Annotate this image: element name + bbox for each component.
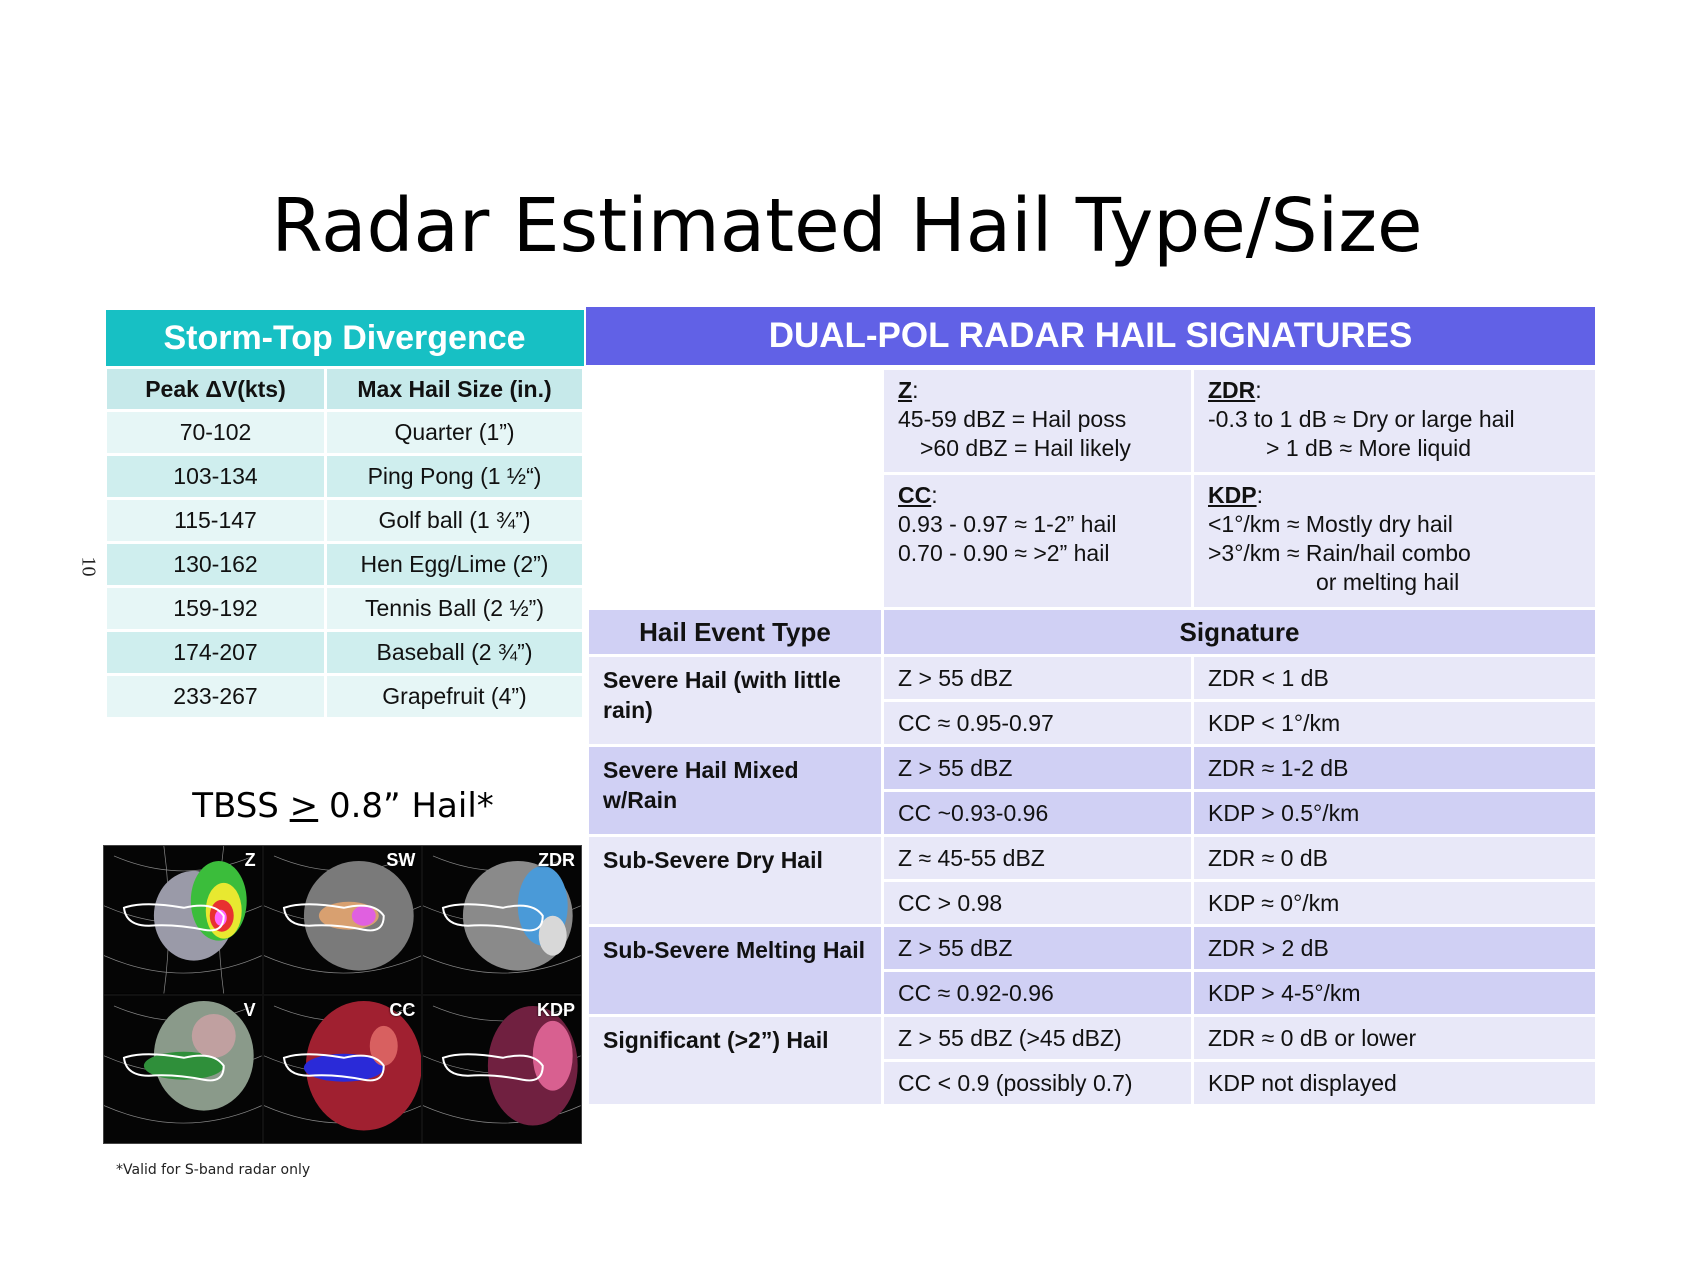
zdr-value: ZDR ≈ 1-2 dB bbox=[1193, 746, 1597, 791]
z-value: Z ≈ 45-55 dBZ bbox=[883, 836, 1193, 881]
z-label: Z bbox=[898, 377, 913, 403]
peak-dv-cell: 103-134 bbox=[106, 455, 326, 499]
tbss-title-pre: TBSS bbox=[192, 786, 290, 826]
cc-value: CC < 0.9 (possibly 0.7) bbox=[883, 1061, 1193, 1106]
dualpol-table bbox=[586, 367, 1598, 1107]
tbss-title-ge: > bbox=[289, 786, 319, 826]
event-name: Sub-Severe Melting Hail bbox=[588, 926, 883, 1016]
panel-label-cc: CC bbox=[389, 999, 416, 1020]
divergence-title: Storm-Top Divergence bbox=[106, 310, 584, 368]
divergence-table bbox=[104, 310, 585, 720]
radar-panel-cc bbox=[264, 996, 422, 1144]
event-name: Significant (>2”) Hail bbox=[588, 1016, 883, 1106]
peak-dv-cell: 159-192 bbox=[106, 587, 326, 631]
zdr-value: ZDR > 2 dB bbox=[1193, 926, 1597, 971]
radar-panel-z bbox=[104, 846, 262, 994]
panel-label-zdr: ZDR bbox=[538, 850, 575, 870]
radar-panel-sw bbox=[264, 846, 422, 994]
z-value: Z > 55 dBZ bbox=[883, 746, 1193, 791]
cc-line2: 0.70 - 0.90 ≈ >2” hail bbox=[898, 540, 1110, 566]
slide-title: Radar Estimated Hail Type/Size bbox=[271, 183, 1423, 269]
zdr-value: ZDR < 1 dB bbox=[1193, 656, 1597, 701]
z-value: Z > 55 dBZ (>45 dBZ) bbox=[883, 1016, 1193, 1061]
tbss-title bbox=[104, 786, 582, 826]
dualpol-title: DUAL-POL RADAR HAIL SIGNATURES bbox=[586, 307, 1595, 365]
col-header-max-hail: Max Hail Size (in.) bbox=[326, 368, 584, 411]
table-header-row bbox=[588, 609, 1597, 656]
kdp-value: KDP < 1°/km bbox=[1193, 701, 1597, 746]
zdr-label: ZDR bbox=[1208, 377, 1256, 403]
kdp-line2: >3°/km ≈ Rain/hail combo bbox=[1208, 540, 1471, 566]
cc-line1: 0.93 - 0.97 ≈ 1-2” hail bbox=[898, 511, 1117, 537]
table-row bbox=[106, 499, 584, 543]
event-name: Severe Hail Mixed w/Rain bbox=[588, 746, 883, 836]
kdp-value: KDP not displayed bbox=[1193, 1061, 1597, 1106]
radar-image-grid bbox=[103, 845, 582, 1144]
hail-size-cell: Golf ball (1 ¾”) bbox=[326, 499, 584, 543]
z-line2: >60 dBZ = Hail likely bbox=[920, 435, 1131, 461]
table-row bbox=[106, 455, 584, 499]
table-row bbox=[588, 836, 1597, 881]
col-header-event: Hail Event Type bbox=[588, 609, 883, 656]
hail-size-cell: Ping Pong (1 ½“) bbox=[326, 455, 584, 499]
kdp-value: KDP > 0.5°/km bbox=[1193, 791, 1597, 836]
table-row bbox=[588, 1016, 1597, 1061]
panel-label-kdp: KDP bbox=[536, 999, 575, 1020]
kdp-label: KDP bbox=[1208, 482, 1257, 508]
col-header-signature: Signature bbox=[883, 609, 1597, 656]
table-row bbox=[106, 411, 584, 455]
table-row bbox=[106, 587, 584, 631]
panel-label-z: Z bbox=[244, 850, 256, 870]
z-value: Z > 55 dBZ bbox=[883, 926, 1193, 971]
peak-dv-cell: 70-102 bbox=[106, 411, 326, 455]
z-line1: 45-59 dBZ = Hail poss bbox=[898, 406, 1127, 432]
table-row bbox=[588, 656, 1597, 701]
footnote: *Valid for S-band radar only bbox=[116, 1162, 311, 1178]
kdp-value: KDP > 4-5°/km bbox=[1193, 971, 1597, 1016]
cc-value: CC ≈ 0.92-0.96 bbox=[883, 971, 1193, 1016]
blank-cell bbox=[588, 369, 883, 609]
kdp-line1: <1°/km ≈ Mostly dry hail bbox=[1208, 511, 1453, 537]
radar-panel-kdp bbox=[423, 996, 581, 1144]
event-name: Sub-Severe Dry Hail bbox=[588, 836, 883, 926]
zdr-description: ZDR: -0.3 to 1 dB ≈ Dry or large hail > 1 dB ≈ More liquid bbox=[1193, 369, 1597, 474]
radar-panel-v bbox=[104, 996, 262, 1144]
table-row bbox=[588, 926, 1597, 971]
table-row bbox=[106, 631, 584, 675]
cc-value: CC > 0.98 bbox=[883, 881, 1193, 926]
zdr-value: ZDR ≈ 0 dB bbox=[1193, 836, 1597, 881]
table-row bbox=[106, 543, 584, 587]
hail-size-cell: Quarter (1”) bbox=[326, 411, 584, 455]
hail-size-cell: Hen Egg/Lime (2”) bbox=[326, 543, 584, 587]
panel-label-v: V bbox=[243, 999, 256, 1020]
cc-label: CC bbox=[898, 482, 932, 508]
radar-panel-zdr bbox=[423, 846, 581, 994]
col-header-peak-dv: Peak ΔV(kts) bbox=[106, 368, 326, 411]
peak-dv-cell: 115-147 bbox=[106, 499, 326, 543]
tbss-title-post: 0.8” Hail* bbox=[318, 786, 494, 826]
event-name: Severe Hail (with little rain) bbox=[588, 656, 883, 746]
zdr-line1: -0.3 to 1 dB ≈ Dry or large hail bbox=[1208, 406, 1515, 432]
kdp-value: KDP ≈ 0°/km bbox=[1193, 881, 1597, 926]
cc-description: CC: 0.93 - 0.97 ≈ 1-2” hail 0.70 - 0.90 ≈ >2” hail bbox=[883, 474, 1193, 609]
peak-dv-cell: 174-207 bbox=[106, 631, 326, 675]
cc-value: CC ≈ 0.95-0.97 bbox=[883, 701, 1193, 746]
table-row bbox=[588, 746, 1597, 791]
hail-size-cell: Tennis Ball (2 ½”) bbox=[326, 587, 584, 631]
table-row bbox=[106, 675, 584, 719]
peak-dv-cell: 233-267 bbox=[106, 675, 326, 719]
slide-number: 10 bbox=[77, 556, 100, 577]
zdr-value: ZDR ≈ 0 dB or lower bbox=[1193, 1016, 1597, 1061]
kdp-description: KDP: <1°/km ≈ Mostly dry hail >3°/km ≈ Rain/hail combo or melting hail bbox=[1193, 474, 1597, 609]
hail-size-cell: Grapefruit (4”) bbox=[326, 675, 584, 719]
peak-dv-cell: 130-162 bbox=[106, 543, 326, 587]
kdp-line3: or melting hail bbox=[1316, 569, 1460, 595]
cc-value: CC ~0.93-0.96 bbox=[883, 791, 1193, 836]
hail-size-cell: Baseball (2 ¾”) bbox=[326, 631, 584, 675]
panel-label-sw: SW bbox=[386, 850, 416, 870]
z-description: Z: 45-59 dBZ = Hail poss >60 dBZ = Hail likely bbox=[883, 369, 1193, 474]
z-value: Z > 55 dBZ bbox=[883, 656, 1193, 701]
zdr-line2: > 1 dB ≈ More liquid bbox=[1266, 435, 1472, 461]
table-row bbox=[588, 369, 1597, 474]
